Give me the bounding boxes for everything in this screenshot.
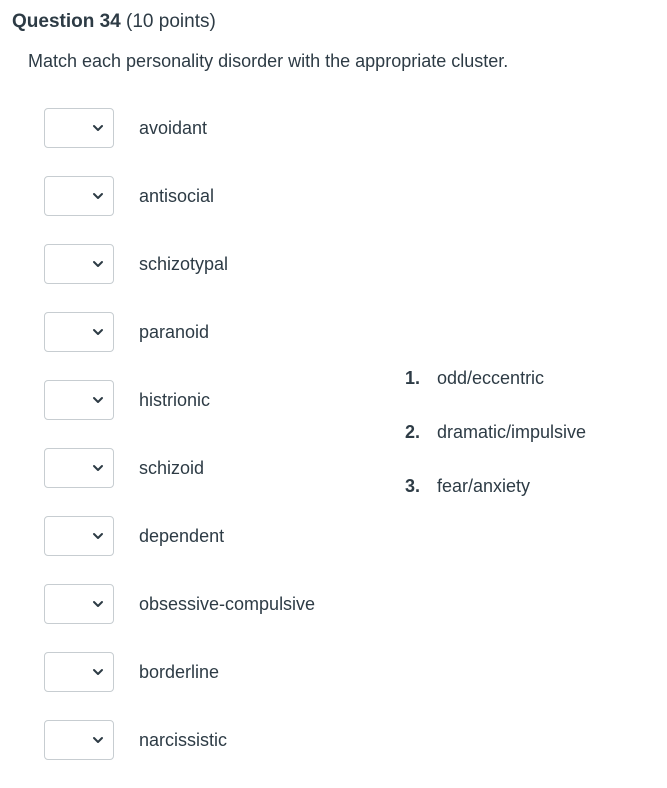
chevron-down-icon [92,326,104,338]
chevron-down-icon [92,462,104,474]
item-label: avoidant [139,118,208,138]
cluster-label: odd/eccentric [437,368,545,388]
match-row [44,380,364,422]
cluster-option [405,420,586,444]
cluster-select[interactable] [44,652,114,692]
question-header [12,10,216,34]
question-points: (10 points) [126,11,216,32]
cluster-number: 3. [405,476,421,496]
match-row [44,652,364,694]
item-label: paranoid [139,322,210,342]
match-row [44,108,364,150]
cluster-select[interactable] [44,448,114,488]
chevron-down-icon [92,258,104,270]
item-label: schizoid [139,458,205,478]
cluster-number: 2. [405,422,421,442]
cluster-label: fear/anxiety [437,476,531,496]
cluster-label: dramatic/impulsive [437,422,587,442]
match-row [44,176,364,218]
match-row [44,312,364,354]
match-row [44,516,364,558]
cluster-select[interactable] [44,312,114,352]
chevron-down-icon [92,530,104,542]
cluster-select[interactable] [44,584,114,624]
chevron-down-icon [92,394,104,406]
cluster-select[interactable] [44,380,114,420]
match-row [44,448,364,490]
chevron-down-icon [92,666,104,678]
cluster-select[interactable] [44,516,114,556]
item-label: borderline [139,662,220,682]
match-row [44,244,364,286]
chevron-down-icon [92,122,104,134]
item-label: obsessive-compulsive [139,594,316,614]
item-label: schizotypal [139,254,229,274]
cluster-option [405,474,530,498]
cluster-select[interactable] [44,108,114,148]
cluster-option [405,366,544,390]
item-label: antisocial [139,186,215,206]
question-prompt: Match each personality disorder with the appropriate cluster. [28,51,509,71]
cluster-select[interactable] [44,244,114,284]
chevron-down-icon [92,598,104,610]
cluster-select[interactable] [44,720,114,760]
match-row [44,584,364,626]
item-label: narcissistic [139,730,228,750]
item-label: histrionic [139,390,211,410]
chevron-down-icon [92,190,104,202]
chevron-down-icon [92,734,104,746]
match-row [44,720,364,762]
item-label: dependent [139,526,225,546]
cluster-select[interactable] [44,176,114,216]
cluster-number: 1. [405,368,421,388]
question-title: Question 34 [12,11,121,32]
